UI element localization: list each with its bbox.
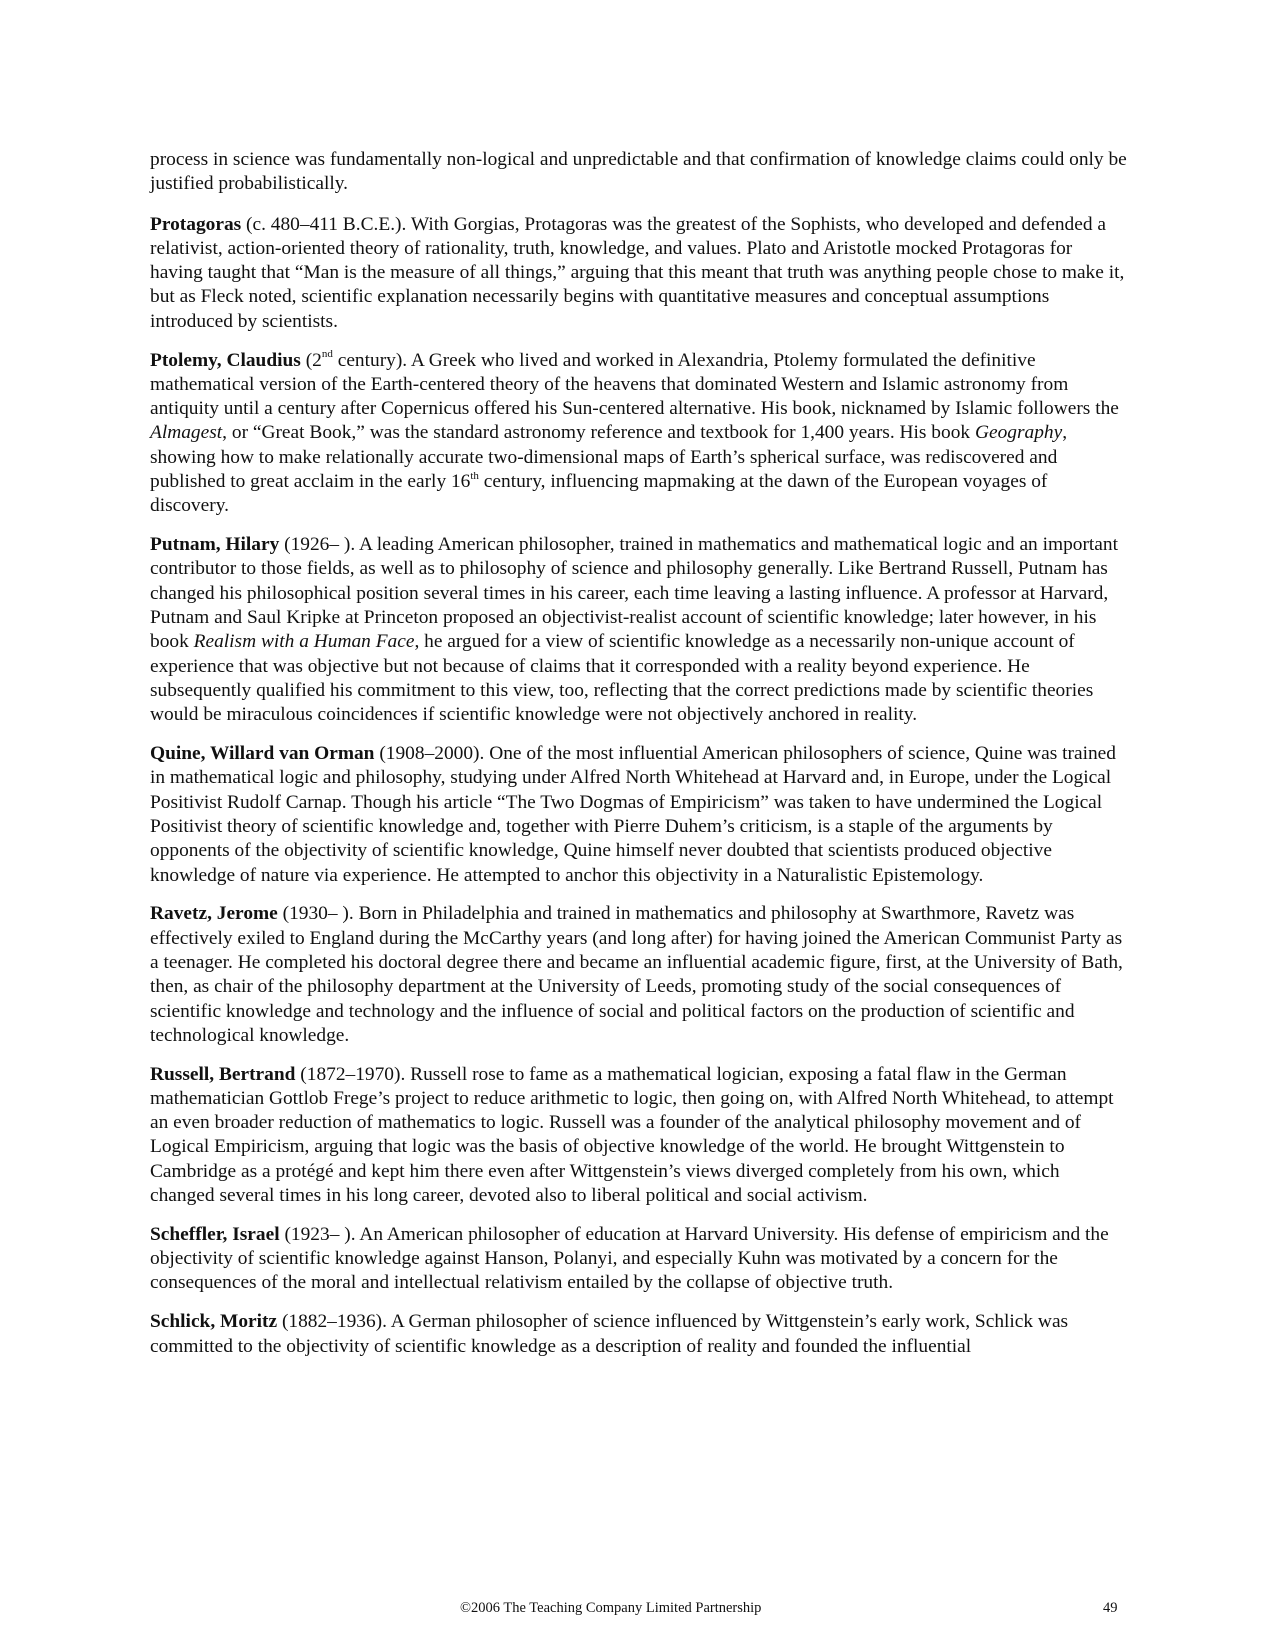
entry-putnam: Putnam, Hilary (1926– ). A leading American philosopher, trained in mathematics and mathematical logic and an important contributor to those fields, as well as to philosophy of science and philosophy generally. Like Bertrand Russell, Putnam has changed his philosophical position several times in his career, each time leaving a lasting influence. A professor at Harvard, Putnam and Saul Kripke at Princeton proposed an objectivist-realist account of scientific knowledge; later however, in his book Realism with a Human Face, he argued for a view of scientific knowledge as a necessarily non-unique account of experience that was objective but not because of claims that it corresponded with a reality beyond experience. He subsequently qualified his commitment to this view, too, reflecting that the correct predictions made by scientific theories would be miraculous coincidences if scientific knowledge were not objectively anchored in reality. (150, 534, 1118, 726)
entry-term: Ravetz, Jerome (150, 903, 278, 925)
entry-term: Schlick, Moritz (150, 1311, 278, 1333)
copyright-notice: ©2006 The Teaching Company Limited Partnership (460, 1600, 762, 1616)
entry-scheffler: Scheffler, Israel (1923– ). An American philosopher of education at Harvard University. His defense of empiricism and the objectivity of scientific knowledge against Hanson, Polanyi, and especially Kuhn was motivated by a concern for the consequences of the moral and intellectual relativism entailed by the collapse of objective truth. (150, 1223, 1109, 1294)
page-body (150, 148, 1128, 1373)
entry-quine: Quine, Willard van Orman (1908–2000). One of the most influential American philosophers of science, Quine was trained in mathematical logic and philosophy, studying under Alfred North Whitehead at Harvard and, in Europe, under the Logical Positivist Rudolf Carnap. Though his article “The Two Dogmas of Empiricism” was taken to have undermined the Logical Positivist theory of scientific knowledge and, together with Pierre Duhem’s criticism, is a staple of the arguments by opponents of the objectivity of scientific knowledge, Quine himself never doubted that scientists produced objective knowledge of nature via experience. He attempted to anchor this objectivity in a Naturalistic Epistemology. (150, 743, 1116, 886)
continuation-paragraph: process in science was fundamentally non-logical and unpredictable and that confirmation of knowledge claims could only be justified probabilistically. (150, 149, 1127, 195)
book-title-realism: Realism with a Human Face (193, 631, 415, 653)
entry-term: Ptolemy, Claudius (150, 349, 301, 371)
entry-term: Protagoras (150, 213, 242, 235)
entry-term: Quine, Willard van Orman (150, 743, 375, 765)
book-title-almagest: Almagest (150, 422, 223, 444)
entry-protagoras: Protagoras (c. 480–411 B.C.E.). With Gorgias, Protagoras was the greatest of the Sophists, who developed and defended a relativist, action-oriented theory of rationality, truth, knowledge, and values. Plato and Aristotle mocked Protagoras for having taught that “Man is the measure of all things,” arguing that this meant that truth was anything people chose to make it, but as Fleck noted, scientific explanation necessarily begins with quantitative measures and conceptual assumptions introduced by scientists. (150, 213, 1125, 332)
entry-ravetz: Ravetz, Jerome (1930– ). Born in Philadelphia and trained in mathematics and philosophy at Swarthmore, Ravetz was effectively exiled to England during the McCarthy years (and long after) for having joined the American Communist Party as a teenager. He completed his doctoral degree there and became an influential academic figure, first, at the University of Bath, then, as chair of the philosophy department at the University of Leeds, promoting study of the social consequences of scientific knowledge and technology and the influence of social and political factors on the production of scientific and technological knowledge. (150, 903, 1123, 1046)
entry-russell: Russell, Bertrand (1872–1970). Russell rose to fame as a mathematical logician, exposing a fatal flaw in the German mathematician Gottlob Frege’s project to reduce arithmetic to logic, then going on, with Alfred North Whitehead, to attempt an even broader reduction of mathematics to logic. Russell was a founder of the analytical philosophy movement and of Logical Empiricism, arguing that logic was the basis of objective knowledge of the world. He brought Wittgenstein to Cambridge as a protégé and kept him there even after Wittgenstein’s views diverged completely from his own, which changed several times in his long career, devoted also to liberal political and social activism. (150, 1063, 1114, 1207)
book-title-geography: Geography (974, 422, 1063, 444)
entry-term: Putnam, Hilary (150, 534, 280, 556)
entry-term: Scheffler, Israel (150, 1223, 280, 1245)
entry-ptolemy: Ptolemy, Claudius (2nd century). A Greek who lived and worked in Alexandria, Ptolemy formulated the definitive mathematical version of the Earth-centered theory of the heavens that dominated Western and Islamic astronomy from antiquity until a century after Copernicus offered his Sun-centered alternative. His book, nicknamed by Islamic followers the Almagest, or “Great Book,” was the standard astronomy reference and textbook for 1,400 years. His book Geography, showing how to make relationally accurate two-dimensional maps of Earth’s spherical surface, was rediscovered and published to great acclaim in the early 16th century, influencing mapmaking at the dawn of the European voyages of discovery. (150, 348, 1119, 517)
entry-schlick: Schlick, Moritz (1882–1936). A German philosopher of science influenced by Wittgenstein’s early work, Schlick was committed to the objectivity of scientific knowledge as a description of reality and founded the influential (150, 1311, 1069, 1357)
page-number: 49 (1103, 1600, 1118, 1616)
entry-term: Russell, Bertrand (150, 1063, 296, 1085)
